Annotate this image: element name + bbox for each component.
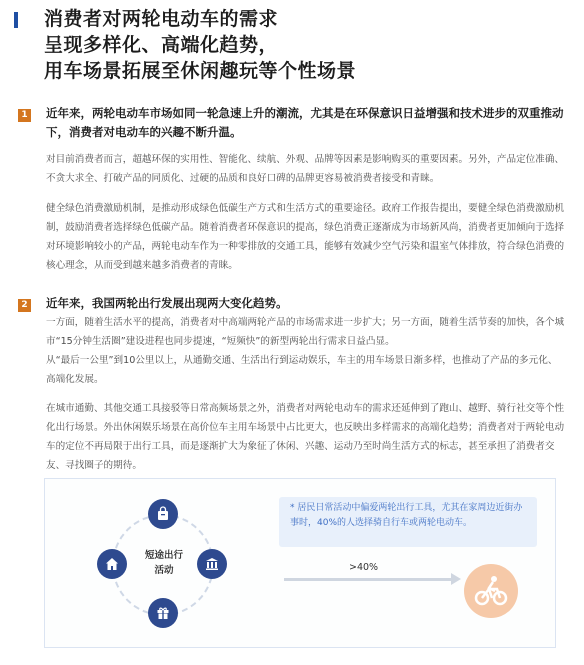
- section-1-paragraph-2: 健全绿色消费激励机制，是推动形成绿色低碳生产方式和生活方式的重要途径。政府工作报告提出，要健全绿色消费激励机制，鼓励消费者选择绿色低碳产品。随着消费者环保意识的提高，绿色消费正逐渐成为市场新风尚，消费者更加倾向于选择对环境影响较小的产品，两轮电动车作为一种零排放的交通工具，能够有效减少空气污染和温室气体排放，符合绿色消费的核心理念，从而受到越来越多消费者的青睐。: [46, 203, 565, 271]
- arrow-shaft: [284, 578, 452, 581]
- percentage-label: >40%: [349, 562, 379, 573]
- arrow-head-icon: [451, 573, 461, 585]
- section-1-number-badge: 1: [18, 109, 31, 122]
- section-1-paragraph-1: 对目前消费者而言，超越环保的实用性、智能化、续航、外观、品牌等因素是影响购买的重要因素。另外，产品定位准确、不贪大求全、打破产品的同质化、过硬的品质和良好口碑的品牌更容易被消费者接受和青睐。: [46, 154, 565, 184]
- page-title: [44, 6, 564, 84]
- cyclist-icon: [464, 564, 518, 618]
- center-label-line-1: 短途出行: [144, 550, 183, 561]
- title-line-3: 用车场景拓展至休闲趣玩等个性场景: [44, 60, 357, 82]
- section-2-heading: 近年来，我国两轮出行发展出现两大变化趋势。: [46, 296, 288, 310]
- title-line-2: 呈现多样化、高端化趋势，: [44, 34, 279, 56]
- cycle-center-label: [124, 548, 204, 578]
- section-2-paragraph-1: 一方面，随着生活水平的提高，消费者对中高端两轮产品的市场需求进一步扩大；另一方面，随着生活节奏的加快，各个城市“15分钟生活圈”建设进程也同步提速，“短频快”的新型两轮出行需求日益凸显。: [46, 317, 565, 347]
- title-accent-bar: [14, 12, 18, 28]
- shopping-bag-icon: [148, 499, 178, 529]
- section-2-paragraph-3: 在城市通勤、其他交通工具接驳等日常高频场景之外，消费者对两轮电动车的需求还延伸到了跑山、越野、骑行社交等个性化出行场景。外出休闲娱乐场景在高价位车主用车场景中占比更大，也反映出多样需求的高端化趋势；消费者对于两轮电动车的定位不再局限于出行工具，而是逐渐扩大为象征了休闲、兴趣、运动乃至时尚生活方式的标志，甚至承担了消费者交友、寻找圈子的期待。: [46, 403, 565, 471]
- house-icon: [97, 549, 127, 579]
- note-text: * 居民日常活动中偏爱两轮出行工具，尤其在家周边近街办事时，40%的人选择骑自行车或两轮电动车。: [290, 503, 523, 528]
- gift-icon: [148, 598, 178, 628]
- title-line-1: 消费者对两轮电动车的需求: [44, 8, 279, 30]
- section-2-number-badge: 2: [18, 299, 31, 312]
- center-label-line-2: 活动: [154, 565, 174, 576]
- section-1-heading: 近年来，两轮电动车市场如同一轮急速上升的潮流，尤其是在环保意识日益增强和技术进步的双重推动下，消费者对电动车的兴趣不断升温。: [46, 106, 564, 139]
- section-2-paragraph-2: 从“最后一公里”到10公里以上，从通勤交通、生活出行到运动娱乐，车主的用车场景日渐多样，也推动了产品的多元化、高端化发展。: [46, 355, 558, 385]
